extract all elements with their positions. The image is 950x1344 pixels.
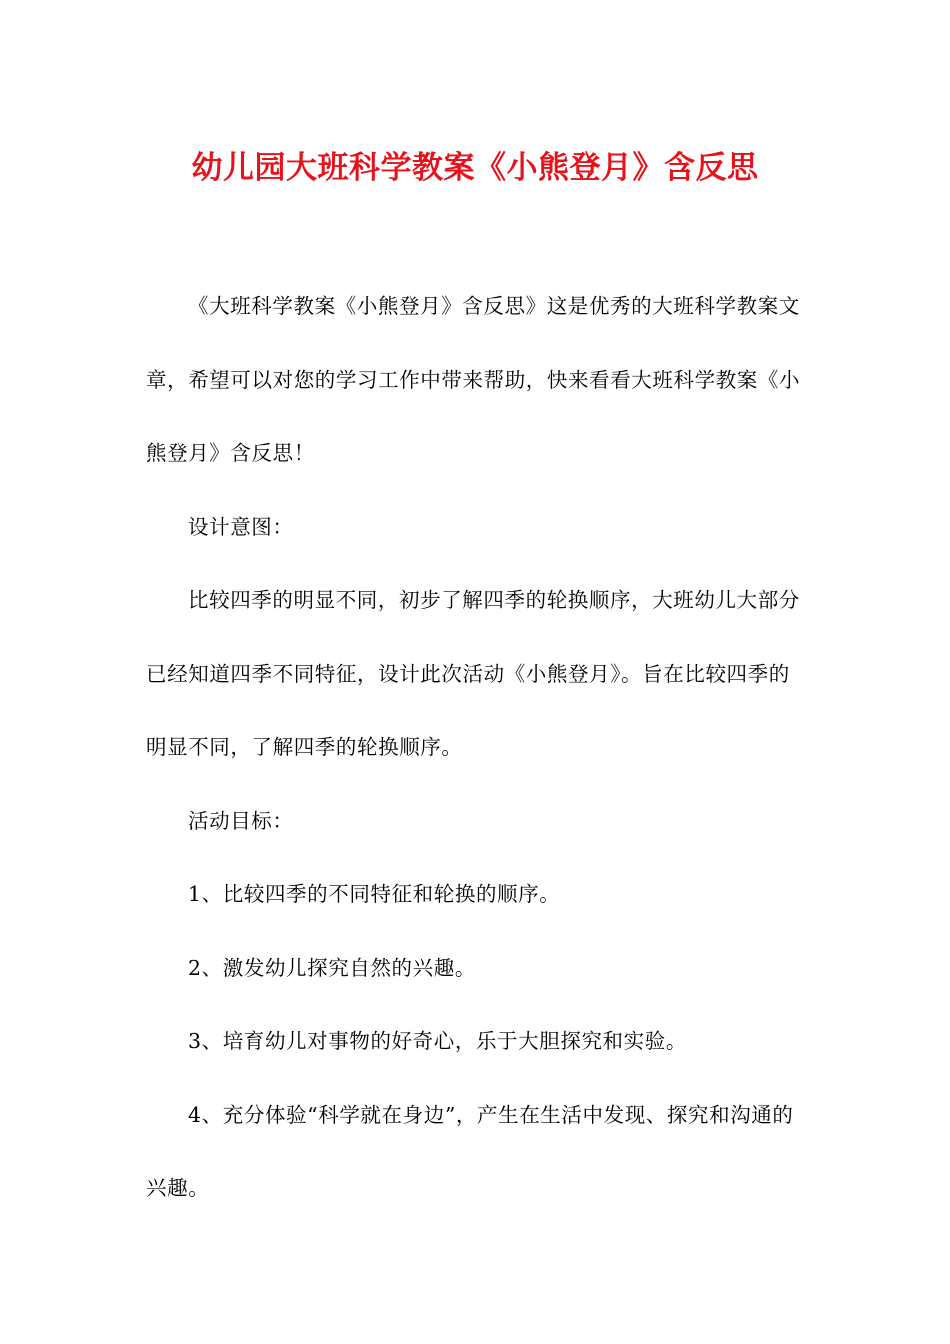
intro-paragraph: 《大班科学教案《小熊登月》含反思》这是优秀的大班科学教案文章，希望可以对您的学习工作中带来帮助，快来看看大班科学教案《小熊登月》含反思！ xyxy=(146,294,801,465)
document-body xyxy=(146,270,806,1226)
goal-item-3: 3、培育幼儿对事物的好奇心，乐于大胆探究和实验。 xyxy=(188,1029,687,1053)
goal-item-1: 1、比较四季的不同特征和轮换的顺序。 xyxy=(188,882,561,906)
section-heading-activity-goals: 活动目标： xyxy=(188,808,294,833)
section-heading-design-intent: 设计意图： xyxy=(188,514,294,539)
goal-item-2: 2、激发幼儿探究自然的兴趣。 xyxy=(188,955,476,980)
design-intent-paragraph: 比较四季的明显不同，初步了解四季的轮换顺序，大班幼儿大部分已经知道四季不同特征，设计此次活动《小熊登月》。旨在比较四季的明显不同，了解四季的轮换顺序。 xyxy=(146,588,800,759)
goal-item-4: 4、充分体验“科学就在身边”，产生在生活中发现、探究和沟通的兴趣。 xyxy=(146,1102,794,1200)
document-title: 幼儿园大班科学教案《小熊登月》含反思 xyxy=(191,150,759,186)
